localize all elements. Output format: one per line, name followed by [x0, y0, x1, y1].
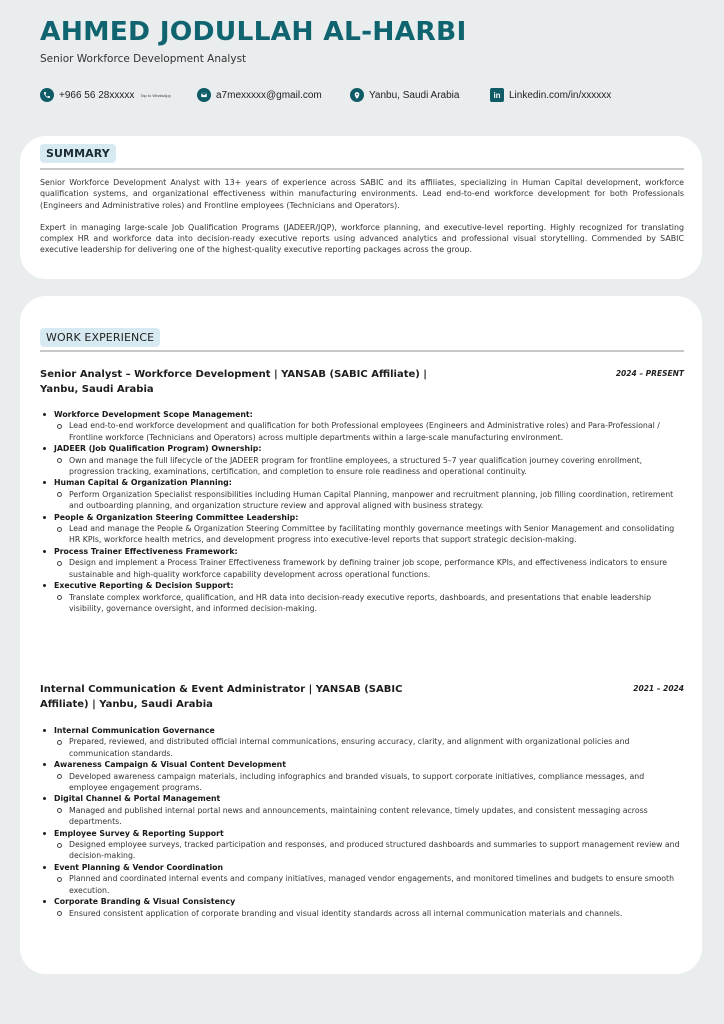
responsibility-title: Process Trainer Effectiveness Framework:: [54, 546, 238, 556]
responsibility-title: JADEER (Job Qualification Program) Ownership:: [54, 444, 262, 454]
job-title: Internal Communication & Event Administrator | YANSAB (SABIC Affiliate) | Yanbu, Saudi Arabia: [40, 684, 403, 710]
responsibility-detail: Managed and published internal portal news and announcements, maintaining content relevance, timely updates, and consistent messaging across departments.: [54, 805, 684, 828]
phone-icon: [40, 88, 54, 102]
job-dates: 2024 – PRESENT: [615, 369, 684, 378]
responsibility-detail: Designed employee surveys, tracked participation and responses, and produced structured dashboards and summaries to support management review and decision-making.: [54, 839, 684, 862]
responsibility-title: Corporate Branding & Visual Consistency: [54, 897, 236, 907]
responsibility-item: [40, 443, 684, 477]
work-divider: [40, 350, 684, 352]
responsibility-detail: Ensured consistent application of corporate branding and visual identity standards across all internal communication materials and channels.: [54, 908, 684, 919]
job-dates: 2021 – 2024: [633, 684, 684, 693]
location-text: Yanbu, Saudi Arabia: [369, 89, 460, 101]
responsibility-item: [40, 896, 684, 919]
summary-paragraph: Senior Workforce Development Analyst with 13+ years of experience across SABIC and its affiliates, specializing in Human Capital development, workforce qualification systems, and organizational effectiveness within manufacturing environments. Lead end-to-end workforce development for both Professionals (Engineers and Administrative roles) and Frontline employees (Technicians and Operators).: [40, 178, 684, 210]
linkedin-icon: in: [490, 88, 504, 102]
responsibility-item: [40, 409, 684, 443]
responsibility-title: People & Organization Steering Committee Leadership:: [54, 512, 299, 522]
contact-linkedin[interactable]: [490, 88, 611, 102]
responsibility-title: Internal Communication Governance: [54, 726, 215, 735]
candidate-title: Senior Workforce Development Analyst: [40, 53, 247, 65]
summary-paragraph: Expert in managing large-scale Job Qualification Programs (JADEER/JQP), workforce planning, and executive-level reporting. Highly recognized for translating complex HR and workforce data into decision-ready executive reports using advanced analytics and professional visual storytelling. Commended by SABIC executive leadership for delivering one of the highest-quality executive reporting packages across the group.: [40, 222, 684, 255]
phone-number: +966 56 28xxxxx: [59, 89, 135, 101]
email-icon: [197, 88, 211, 102]
job-responsibilities: [40, 725, 684, 919]
location-pin-icon: [350, 88, 364, 102]
responsibility-detail: Lead end-to-end workforce development and qualification for both Professional employees (Engineers and Administrative roles) and Para-Professional / Frontline workforce (Technicians and Operators) across multiple departments within a large-scale manufacturing environment.: [54, 420, 684, 443]
responsibility-item: [40, 725, 684, 759]
summary-divider: [40, 168, 684, 170]
responsibility-detail: Perform Organization Specialist responsibilities including Human Capital Planning, manpower and recruitment planning, job filling coordination, retirement and outboarding planning, and organization structure review and approval aligned with business strategy.: [54, 489, 684, 512]
responsibility-item: [40, 862, 684, 896]
responsibility-title: Awareness Campaign & Visual Content Development: [54, 760, 286, 770]
responsibility-detail: Prepared, reviewed, and distributed official internal communications, ensuring accuracy, clarity, and alignment with organizational policies and communication standards.: [54, 736, 684, 759]
job-responsibilities: [40, 409, 684, 614]
responsibility-title: Executive Reporting & Decision Support:: [54, 581, 234, 591]
work-experience-heading: WORK EXPERIENCE: [40, 328, 160, 347]
responsibility-detail: Developed awareness campaign materials, including infographics and branded visuals, to support corporate initiatives, compliance messages, and employee engagement programs.: [54, 771, 684, 794]
summary-heading: SUMMARY: [40, 144, 116, 163]
responsibility-title: Human Capital & Organization Planning:: [54, 478, 232, 488]
contact-phone[interactable]: [40, 88, 171, 102]
contact-email[interactable]: [197, 88, 322, 102]
responsibility-item: [40, 759, 684, 793]
responsibility-title: Employee Survey & Reporting Support: [54, 828, 224, 838]
work-experience-section: [20, 296, 702, 974]
responsibility-detail: Design and implement a Process Trainer Effectiveness framework by defining trainer job scope, performance KPIs, and effectiveness indicators to ensure sustainable and high-quality workforce capability development across operational functions.: [54, 557, 684, 580]
responsibility-detail: Translate complex workforce, qualification, and HR data into decision-ready executive reports, dashboards, and presentations that enable leadership visibility, governance oversight, and informed decision-making.: [54, 592, 684, 615]
job-entry: [40, 683, 684, 919]
responsibility-title: Event Planning & Vendor Coordination: [54, 862, 224, 872]
responsibility-item: [40, 580, 684, 614]
job-title: Senior Analyst – Workforce Development | YANSAB (SABIC Affiliate) | Yanbu, Saudi Arabia: [40, 369, 427, 395]
summary-body: [40, 177, 684, 256]
whatsapp-link[interactable]: Tap to WhatsApp: [140, 92, 171, 98]
responsibility-item: [40, 828, 684, 862]
responsibility-title: Workforce Development Scope Management:: [54, 410, 253, 419]
resume-header: [40, 14, 700, 65]
linkedin-url: Linkedin.com/in/xxxxxx: [509, 89, 612, 101]
responsibility-title: Digital Channel & Portal Management: [54, 794, 221, 804]
email-address: a7mexxxxx@gmail.com: [216, 89, 322, 101]
job-entry: [40, 368, 684, 614]
responsibility-detail: Planned and coordinated internal events and company initiatives, managed vendor engagements, and monitored timelines and budgets to ensure smooth execution.: [54, 873, 684, 896]
responsibility-detail: Lead and manage the People & Organization Steering Committee by facilitating monthly governance meetings with Senior Management and consolidating HR KPIs, workforce health metrics, and development progress into executive-level reports that support strategic decision-making.: [54, 523, 684, 546]
contact-location: [350, 88, 459, 102]
responsibility-item: [40, 546, 684, 580]
candidate-name: AHMED JODULLAH AL-HARBI: [40, 17, 467, 47]
responsibility-item: [40, 477, 684, 511]
responsibility-item: [40, 512, 684, 546]
responsibility-detail: Own and manage the full lifecycle of the JADEER program for frontline employees, a structured 5–7 year qualification journey covering enrollment, progression tracking, examinations, certification, and completion to ensure role readiness and operational continuity.: [54, 455, 684, 478]
responsibility-item: [40, 793, 684, 827]
summary-section: [20, 136, 702, 279]
